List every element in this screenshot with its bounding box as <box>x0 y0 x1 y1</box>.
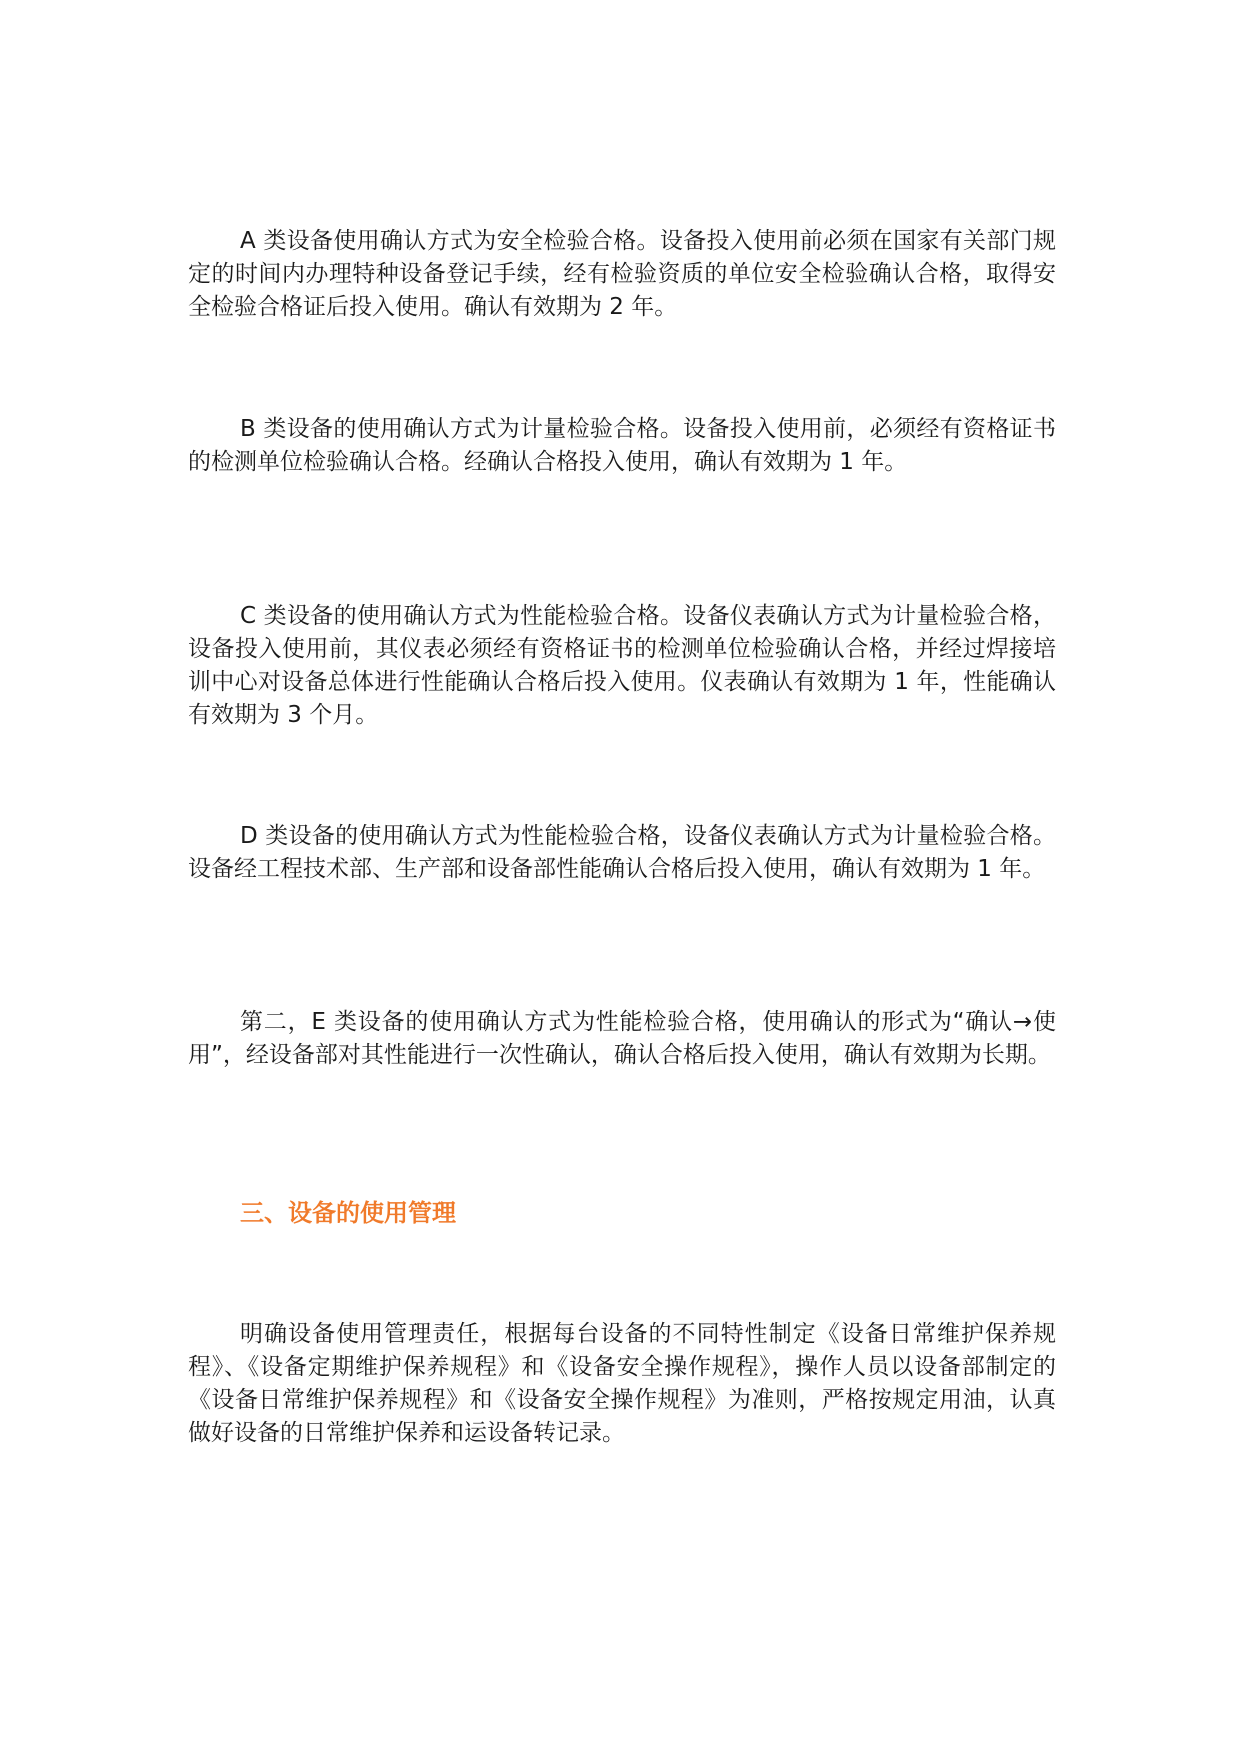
paragraph-class-a: A 类设备使用确认方式为安全检验合格。设备投入使用前必须在国家有关部门规定的时间内办理特种设备登记手续，经有检验资质的单位安全检验确认合格，取得安全检验合格证后投入使用。确认有效期为 2 年。 <box>188 228 1056 320</box>
paragraph-class-c: C 类设备的使用确认方式为性能检验合格。设备仪表确认方式为计量检验合格，设备投入使用前，其仪表必须经有资格证书的检测单位检验确认合格，并经过焊接培训中心对设备总体进行性能确认合格后投入使用。仪表确认有效期为 1 年，性能确认有效期为 3 个月。 <box>188 603 1056 728</box>
section-heading: 三、设备的使用管理 <box>240 1199 456 1227</box>
paragraph-class-d: D 类设备的使用确认方式为性能检验合格，设备仪表确认方式为计量检验合格。设备经工程技术部、生产部和设备部性能确认合格后投入使用，确认有效期为 1 年。 <box>188 823 1056 882</box>
paragraph-class-e: 第二，E 类设备的使用确认方式为性能检验合格，使用确认的形式为“确认→使用”，经设备部对其性能进行一次性确认，确认合格后投入使用，确认有效期为长期。 <box>188 1009 1056 1068</box>
paragraph-usage-management: 明确设备使用管理责任，根据每台设备的不同特性制定《设备日常维护保养规程》、《设备定期维护保养规程》和《设备安全操作规程》，操作人员以设备部制定的《设备日常维护保养规程》和《设备安全操作规程》为准则，严格按规定用油，认真做好设备的日常维护保养和运设备转记录。 <box>188 1321 1056 1446</box>
paragraph-class-b: B 类设备的使用确认方式为计量检验合格。设备投入使用前，必须经有资格证书的检测单位检验确认合格。经确认合格投入使用，确认有效期为 1 年。 <box>188 416 1056 475</box>
